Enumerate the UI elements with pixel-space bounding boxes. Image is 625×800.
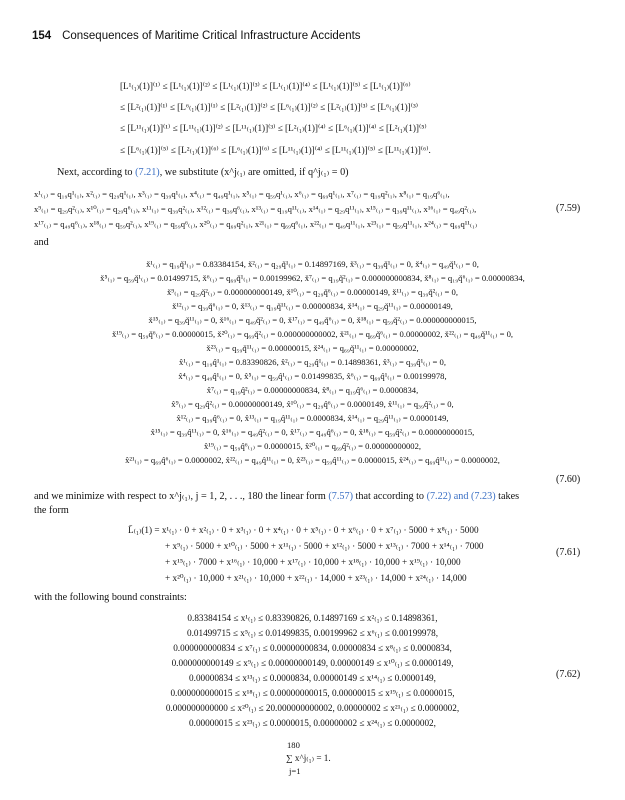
equation-760-line: x̌¹⁵₍₁₎ = q₃₉q̌¹¹₍₁₎ = 0, x̌¹⁶₍₁₎ = q₄₉q̌²₍₁₎ = 0, x̌¹⁷₍₁₎ = q₄₉q̌⁶₍₁₎ = 0, x̌¹⁸₍₁₎ = q₅₉q̌²₍₁₎ = 0.000000000015, — [148, 315, 477, 325]
equation-762-line: 0.000000000149 ≤ x⁹₍₁₎ ≤ 0.00000000149, 0.00000149 ≤ x¹⁰₍₁₎ ≤ 0.0000149, — [171, 658, 454, 668]
equation-760-line: x̂⁹₍₁₎ = q₂₉q̂²₍₁₎ = 0.00000000149, x̂¹⁰₍₁₎ = q₂₉q̂⁶₍₁₎ = 0.0000149, x̂¹¹₍₁₎ = q₃₉q̂²₍₁₎ = 0, — [171, 399, 454, 409]
paragraph-text: Next, according to — [57, 167, 136, 178]
paragraph-text: takes — [495, 491, 520, 502]
equation-761-line: + x²⁰₍₁₎ · 10,000 + x²¹₍₁₎ · 10,000 + x²²₍₁₎ · 14,000 + x²³₍₁₎ · 14,000 + x²⁴₍₁₎ · 14,000 — [165, 573, 467, 583]
running-header — [32, 30, 361, 42]
sum-lower-limit: j=1 — [289, 766, 301, 776]
equation-762-line: 0.000000000015 ≤ x¹⁸₍₁₎ ≤ 0.00000000015, 0.00000015 ≤ x¹⁹₍₁₎ ≤ 0.0000015, — [170, 688, 455, 698]
equation-760-line: x̂⁷₍₁₎ = q₁₉q̂²₍₁₎ = 0.00000000834, x̂⁸₍₁₎ = q₁₉q̂⁶₍₁₎ = 0.0000834, — [206, 385, 419, 395]
equation-760-line: x̂²¹₍₁₎ = q₆₉q̂⁶₍₁₎ = 0.0000002, x̂²²₍₁₎ = q₄₉q̂¹¹₍₁₎ = 0, x̂²³₍₁₎ = q₅₉q̂¹¹₍₁₎ = 0.0000015, x̂²⁴₍₁₎ = q₆₉q̂¹¹₍₁₎ = 0.0000002, — [125, 455, 500, 465]
minimize-paragraph-line — [34, 491, 519, 503]
running-title: Consequences of Maritime Critical Infrastructure Accidents — [62, 30, 361, 42]
equation-761-line: + x¹⁵₍₁₎ · 7000 + x¹⁶₍₁₎ · 10,000 + x¹⁷₍₁₎ · 10,000 + x¹⁸₍₁₎ · 10,000 + x¹⁹₍₁₎ · 10,000 — [165, 557, 461, 567]
equation-759-line: x¹₍₁₎ = q₁₉q¹₍₁₎, x²₍₁₎ = q₂₉q¹₍₁₎, x³₍₁₎ = q₃₉q¹₍₁₎, x⁴₍₁₎ = q₄₉q¹₍₁₎, x⁵₍₁₎ = q₅₉q¹₍₁₎, x⁶₍₁₎ = q₆₉q¹₍₁₎, x⁷₍₁₎ = q₁₉q²₍₁₎, x⁸₍₁₎ = q₁₉q⁶₍₁₎, — [34, 189, 450, 199]
substitution-paragraph — [57, 167, 349, 179]
equation-760-line: x̌¹²₍₁₎ = q₃₉q̌⁶₍₁₎ = 0, x̌¹³₍₁₎ = q₁₉q̌¹¹₍₁₎ = 0.00000834, x̌¹⁴₍₁₎ = q₂₉q̌¹¹₍₁₎ = 0.00000149, — [172, 301, 453, 311]
equation-761-line: + x⁹₍₁₎ · 5000 + x¹⁰₍₁₎ · 5000 + x¹¹₍₁₎ · 5000 + x¹²₍₁₎ · 5000 + x¹³₍₁₎ · 7000 + x¹⁴₍₁₎ · 7000 — [165, 541, 484, 551]
ordering-line: ≤ [L⁶₍₁₎(1)]⁽⁵⁾ ≤ [L²₍₁₎(1)]⁽⁶⁾ ≤ [L⁶₍₁₎(1)]⁽⁶⁾ ≤ [L¹¹₍₁₎(1)]⁽⁴⁾ ≤ [L¹¹₍₁₎(1)]⁽⁵⁾ ≤ [L¹¹₍₁₎(1)]⁽⁶⁾. — [120, 145, 431, 155]
equation-760-line: x̌¹₍₁₎ = q₁₉q̌¹₍₁₎ = 0.83384154, x̌²₍₁₎ = q₂₉q̌¹₍₁₎ = 0.14897169, x̌³₍₁₎ = q₃₉q̌¹₍₁₎ = 0, x̌⁴₍₁₎ = q₄₉q̌¹₍₁₎ = 0, — [146, 259, 479, 269]
minimize-paragraph-line: the form — [34, 505, 69, 516]
equation-760-line: x̌⁵₍₁₎ = q₅₉q̌¹₍₁₎ = 0.01499715, x̌⁶₍₁₎ = q₆₉q̌¹₍₁₎ = 0.00199962, x̌⁷₍₁₎ = q₁₉q̌²₍₁₎ = 0.000000000834, x̌⁸₍₁₎ = q₁₉q̌⁶₍₁₎ = 0.00000834, — [100, 273, 525, 283]
ordering-line: ≤ [L¹¹₍₁₎(1)]⁽¹⁾ ≤ [L¹¹₍₁₎(1)]⁽²⁾ ≤ [L¹¹₍₁₎(1)]⁽³⁾ ≤ [L²₍₁₎(1)]⁽⁴⁾ ≤ [L⁶₍₁₎(1)]⁽⁴⁾ ≤ [L²₍₁₎(1)]⁽⁵⁾ — [120, 123, 427, 133]
equation-760-line: x̂⁴₍₁₎ = q₄₉q̂¹₍₁₎ = 0, x̂⁵₍₁₎ = q₅₉q̂¹₍₁₎ = 0.01499835, x̂⁶₍₁₎ = q₆₉q̂¹₍₁₎ = 0.00199978, — [178, 371, 447, 381]
equation-760-line: x̌¹⁹₍₁₎ = q₅₉q̌⁶₍₁₎ = 0.00000015, x̌²⁰₍₁₎ = q₆₉q̌²₍₁₎ = 0.000000000002, x̌²¹₍₁₎ = q₆₉q̌⁶₍₁₎ = 0.00000002, x̌²²₍₁₎ = q₄₉q̌¹¹₍₁₎ = 0, — [111, 329, 514, 339]
equation-number-759: (7.59) — [556, 203, 581, 214]
paragraph-text: and we minimize with respect to x^j₍₁₎, j = 1, 2, . . ., 180 the linear form — [34, 491, 329, 502]
equation-760-line: x̂¹²₍₁₎ = q₃₉q̂⁶₍₁₎ = 0, x̂¹³₍₁₎ = q₁₉q̂¹¹₍₁₎ = 0.0000834, x̂¹⁴₍₁₎ = q₂₉q̂¹¹₍₁₎ = 0.0000149, — [176, 413, 449, 423]
sum-upper-limit: 180 — [287, 740, 300, 750]
equation-760-line: x̂¹⁵₍₁₎ = q₃₉q̂¹¹₍₁₎ = 0, x̂¹⁶₍₁₎ = q₄₉q̂²₍₁₎ = 0, x̂¹⁷₍₁₎ = q₄₉q̂⁶₍₁₎ = 0, x̂¹⁸₍₁₎ = q₅₉q̂²₍₁₎ = 0.00000000015, — [150, 427, 475, 437]
sum-constraint: ∑ x^j₍₁₎ = 1. — [286, 753, 331, 763]
and-word: and — [34, 237, 49, 248]
equation-762-line: 0.00000834 ≤ x¹³₍₁₎ ≤ 0.0000834, 0.00000149 ≤ x¹⁴₍₁₎ ≤ 0.0000149, — [189, 673, 436, 683]
paragraph-text: that according to — [353, 491, 427, 502]
equation-760-line: x̂¹⁹₍₁₎ = q₅₉q̂⁶₍₁₎ = 0.0000015, x̂²⁰₍₁₎ = q₆₉q̂²₍₁₎ = 0.00000000002, — [203, 441, 422, 451]
equation-number-760: (7.60) — [556, 474, 581, 485]
equation-number-762: (7.62) — [556, 669, 581, 680]
equation-759-line: x⁹₍₁₎ = q₂₉q²₍₁₎, x¹⁰₍₁₎ = q₂₉q⁶₍₁₎, x¹¹₍₁₎ = q₃₉q²₍₁₎, x¹²₍₁₎ = q₃₉q⁶₍₁₎, x¹³₍₁₎ = q₁₉q¹¹₍₁₎, x¹⁴₍₁₎ = q₂₉q¹¹₍₁₎, x¹⁵₍₁₎ = q₃₉q¹¹₍₁₎, x¹⁶₍₁₎ = q₄₉q²₍₁₎, — [34, 204, 477, 214]
equation-762-line: 0.000000000834 ≤ x⁷₍₁₎ ≤ 0.00000000834, 0.00000834 ≤ x⁸₍₁₎ ≤ 0.0000834, — [173, 643, 452, 653]
ordering-line: ≤ [L²₍₁₎(1)]⁽¹⁾ ≤ [L⁶₍₁₎(1)]⁽¹⁾ ≤ [L²₍₁₎(1)]⁽²⁾ ≤ [L⁶₍₁₎(1)]⁽²⁾ ≤ [L²₍₁₎(1)]⁽³⁾ ≤ [L⁶₍₁₎(1)]⁽³⁾ — [120, 102, 418, 112]
equation-762-line: 0.01499715 ≤ x⁵₍₁₎ ≤ 0.01499835, 0.00199962 ≤ x⁶₍₁₎ ≤ 0.00199978, — [186, 628, 439, 638]
equation-762-line: 0.00000015 ≤ x²³₍₁₎ ≤ 0.0000015, 0.00000002 ≤ x²⁴₍₁₎ ≤ 0.0000002, — [189, 718, 436, 728]
equation-761-line: L̄₍₁₎(1) = x¹₍₁₎ · 0 + x²₍₁₎ · 0 + x³₍₁₎ · 0 + x⁴₍₁₎ · 0 + x⁵₍₁₎ · 0 + x⁶₍₁₎ · 0 + x⁷₍₁₎ · 5000 + x⁸₍₁₎ · 5000 — [128, 525, 479, 535]
paragraph-text: , we substitute (x^j₍₁₎ are omitted, if q^j₍₁₎ = 0) — [159, 167, 349, 178]
equation-760-line: x̂¹₍₁₎ = q₁₉q̂¹₍₁₎ = 0.83390826, x̂²₍₁₎ = q₂₉q̂¹₍₁₎ = 0.14898361, x̂³₍₁₎ = q₃₉q̂¹₍₁₎ = 0, — [179, 357, 446, 367]
equation-reference-link[interactable]: (7.21) — [135, 167, 160, 178]
equation-760-line: x̌⁹₍₁₎ = q₂₉q̌²₍₁₎ = 0.000000000149, x̌¹⁰₍₁₎ = q₂₉q̌⁶₍₁₎ = 0.00000149, x̌¹¹₍₁₎ = q₃₉q̌²₍₁₎ = 0, — [167, 287, 458, 297]
page-number: 154 — [32, 30, 52, 42]
equation-762-line: 0.000000000000 ≤ x²⁰₍₁₎ ≤ 20.000000000002, 0.00000002 ≤ x²¹₍₁₎ ≤ 0.0000002, — [165, 703, 460, 713]
equation-762-line: 0.83384154 ≤ x¹₍₁₎ ≤ 0.83390826, 0.14897169 ≤ x²₍₁₎ ≤ 0.14898361, — [187, 613, 438, 623]
equation-reference-link[interactable]: (7.22) and (7.23) — [426, 491, 496, 502]
equation-759-line: x¹⁷₍₁₎ = q₄₉q⁶₍₁₎, x¹⁸₍₁₎ = q₅₉q²₍₁₎, x¹⁹₍₁₎ = q₅₉q⁶₍₁₎, x²⁰₍₁₎ = q₆₉q²₍₁₎, x²¹₍₁₎ = q₆₉q⁶₍₁₎, x²²₍₁₎ = q₄₉q¹¹₍₁₎, x²³₍₁₎ = q₅₉q¹¹₍₁₎, x²⁴₍₁₎ = q₆₉q¹¹₍₁₎ — [34, 219, 478, 229]
equation-760-line: x̌²³₍₁₎ = q₅₉q̌¹¹₍₁₎ = 0.00000015, x̌²⁴₍₁₎ = q₆₉q̌¹¹₍₁₎ = 0.00000002, — [206, 343, 419, 353]
equation-number-761: (7.61) — [556, 547, 581, 558]
constraints-intro: with the following bound constraints: — [34, 592, 187, 603]
ordering-line: [L¹₍₁₎(1)]⁽¹⁾ ≤ [L¹₍₁₎(1)]⁽²⁾ ≤ [L¹₍₁₎(1)]⁽³⁾ ≤ [L¹₍₁₎(1)]⁽⁴⁾ ≤ [L¹₍₁₎(1)]⁽⁵⁾ ≤ [L¹₍₁₎(1)]⁽⁶⁾ — [120, 81, 411, 91]
equation-reference-link[interactable]: (7.57) — [328, 491, 353, 502]
